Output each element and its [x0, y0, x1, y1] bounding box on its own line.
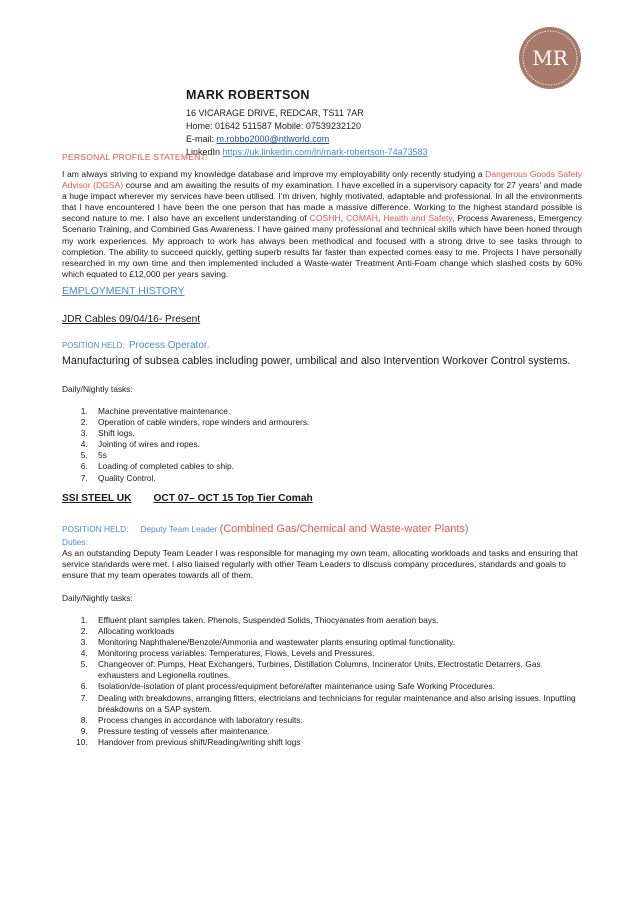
- candidate-name: MARK ROBERTSON: [186, 88, 310, 102]
- job2-period: OCT 07– OCT 15 Top Tier Comah: [153, 492, 313, 504]
- dgsa-highlight: Dangerous Goods Safety Advisor (DGSA): [62, 169, 583, 191]
- list-item: 2. Allocating workloads: [90, 626, 582, 637]
- employment-heading: EMPLOYMENT HISTORY: [62, 284, 185, 297]
- linkedin-link[interactable]: https://uk.linkedin.com/in/mark-robertson-74a73583: [222, 147, 428, 157]
- email-link[interactable]: m.robbo2000@ntlworld.com: [216, 134, 330, 144]
- profile-statement: [62, 169, 582, 280]
- job1-position: [62, 335, 582, 353]
- list-item: 7. Quality Control.: [90, 473, 582, 484]
- profile-text-2: course and am awaiting the results of my examination. I have excelled in a supervisory capacity for 27 years' and made a huge impact wherever my services have been utilised. I'm driven, highly motivated, adaptable and professional. In all the environments that I have encountered I have been the one person that has made a massive difference. Working to the highest standard possible is second nature to me. I also have an excellent understanding of: [62, 180, 582, 224]
- job2-position: [62, 523, 582, 535]
- job2-position-label: POSITION HELD:: [62, 523, 129, 534]
- job1-tasks-label: Daily/Nightly tasks:: [62, 383, 133, 394]
- job2-tasks-label: Daily/Nightly tasks:: [62, 592, 133, 603]
- list-item: 9. Pressure testing of vessels after maintenance.: [90, 726, 582, 737]
- health-safety-highlight: Health and Safety: [383, 213, 453, 224]
- email-line: [186, 133, 586, 146]
- list-item: 5. 5s: [90, 450, 582, 461]
- profile-text-1: I am always striving to expand my knowledge database and improve my employability only recently studying a: [62, 169, 486, 179]
- list-item: 5. Changeover of: Pumps, Heat Exchangers, Turbines, Distillation Columns, Incinerator Units, Electrostatic Detarrers, Gas exhausters and Legionella routines.: [90, 659, 582, 681]
- phone-numbers: Home: 01642 511587 Mobile: 07539232120: [186, 121, 361, 131]
- list-item: 3. Monitoring Naphthalene/Benzole/Ammonia and wastewater plants ensuring optimal functionality.: [90, 637, 582, 648]
- list-item: 10. Handover from previous shift/Reading/writing shift logs: [90, 737, 582, 748]
- list-item: 6. Isolation/de-isolation of plant process/equipment before/after maintenance using Safe Working Procedures.: [90, 681, 582, 692]
- list-item: 1. Effluent plant samples taken. Phenols, Suspended Solids, Thiocyanates from aeration bays.: [90, 615, 582, 626]
- address: 16 VICARAGE DRIVE, REDCAR, TS11 7AR: [186, 108, 364, 118]
- job1-summary: Manufacturing of subsea cables including power, umbilical and also Intervention Workover Control systems.: [62, 354, 571, 367]
- list-item: 3. Shift logs.: [90, 428, 582, 439]
- list-item: 6. Loading of completed cables to ship.: [90, 461, 582, 472]
- comah-highlight: COMAH: [345, 213, 378, 224]
- job1-task-list: [62, 406, 582, 484]
- linkedin-label: LinkedIn: [186, 147, 223, 157]
- job2-position-value: Deputy Team Leader: [140, 523, 218, 534]
- cv-body: [62, 152, 582, 748]
- separator: ,: [340, 213, 346, 224]
- job1-title: JDR Cables 09/04/16- Present: [62, 313, 201, 325]
- profile-heading: PERSONAL PROFILE STATEMENT:: [62, 152, 208, 162]
- job2-title: [62, 493, 582, 504]
- list-item: 4. Jointing of wires and ropes.: [90, 439, 582, 450]
- job2-company: SSI STEEL UK: [62, 492, 132, 504]
- job2-duties-text: As an outstanding Deputy Team Leader I was responsible for managing my own team, allocating workloads and tasks and ensuring that service standards were met. I also liaised regularly with other Team Leaders to discuss company procedures, standards and goals to ensure that my team operates towards all of them.: [62, 547, 578, 580]
- contact-header: [186, 88, 586, 159]
- list-item: 7. Dealing with breakdowns, arranging fitters, electricians and technicians for regular maintenance and also arising issues. Inputting breakdowns on a SAP system.: [90, 693, 582, 715]
- email-label: E-mail:: [186, 134, 217, 144]
- job2-position-detail: (Combined Gas/Chemical and Waste-water Plants): [219, 522, 469, 535]
- logo-letters: MR: [532, 46, 568, 70]
- separator: ,: [377, 213, 384, 224]
- job2-duties-label: Duties:: [62, 536, 89, 547]
- list-item: 1. Machine preventative maintenance.: [90, 406, 582, 417]
- profile-text-3: , Process Awareness, Emergency Scenario Training, and Combined Gas Awareness. I have gained many professional and technical skills which have been honed through my work experiences. My approach to work has always been methodical and focused with a strong drive to see tasks through to completion. The ability to succeed quickly, getting superb results far faster than expected comes easy to me. Projects I have personally researched in my own time and then implemented included a Waste-water Treatment Anti-Foam change which slashed costs by 60% which equated to £12,000 per years saving.: [62, 213, 582, 279]
- list-item: 8. Process changes in accordance with laboratory results.: [90, 715, 582, 726]
- mr-monogram-logo: [518, 26, 582, 90]
- list-item: 4. Monitoring process variables: Temperatures, Flows, Levels and Pressures.: [90, 648, 582, 659]
- job1-position-value: Process Operator.: [128, 339, 210, 351]
- job2-task-list: [62, 615, 582, 748]
- job1-position-label: POSITION HELD:: [62, 340, 125, 350]
- list-item: 2. Operation of cable winders, rope winders and armourers.: [90, 417, 582, 428]
- coshh-highlight: COSHH: [309, 213, 341, 224]
